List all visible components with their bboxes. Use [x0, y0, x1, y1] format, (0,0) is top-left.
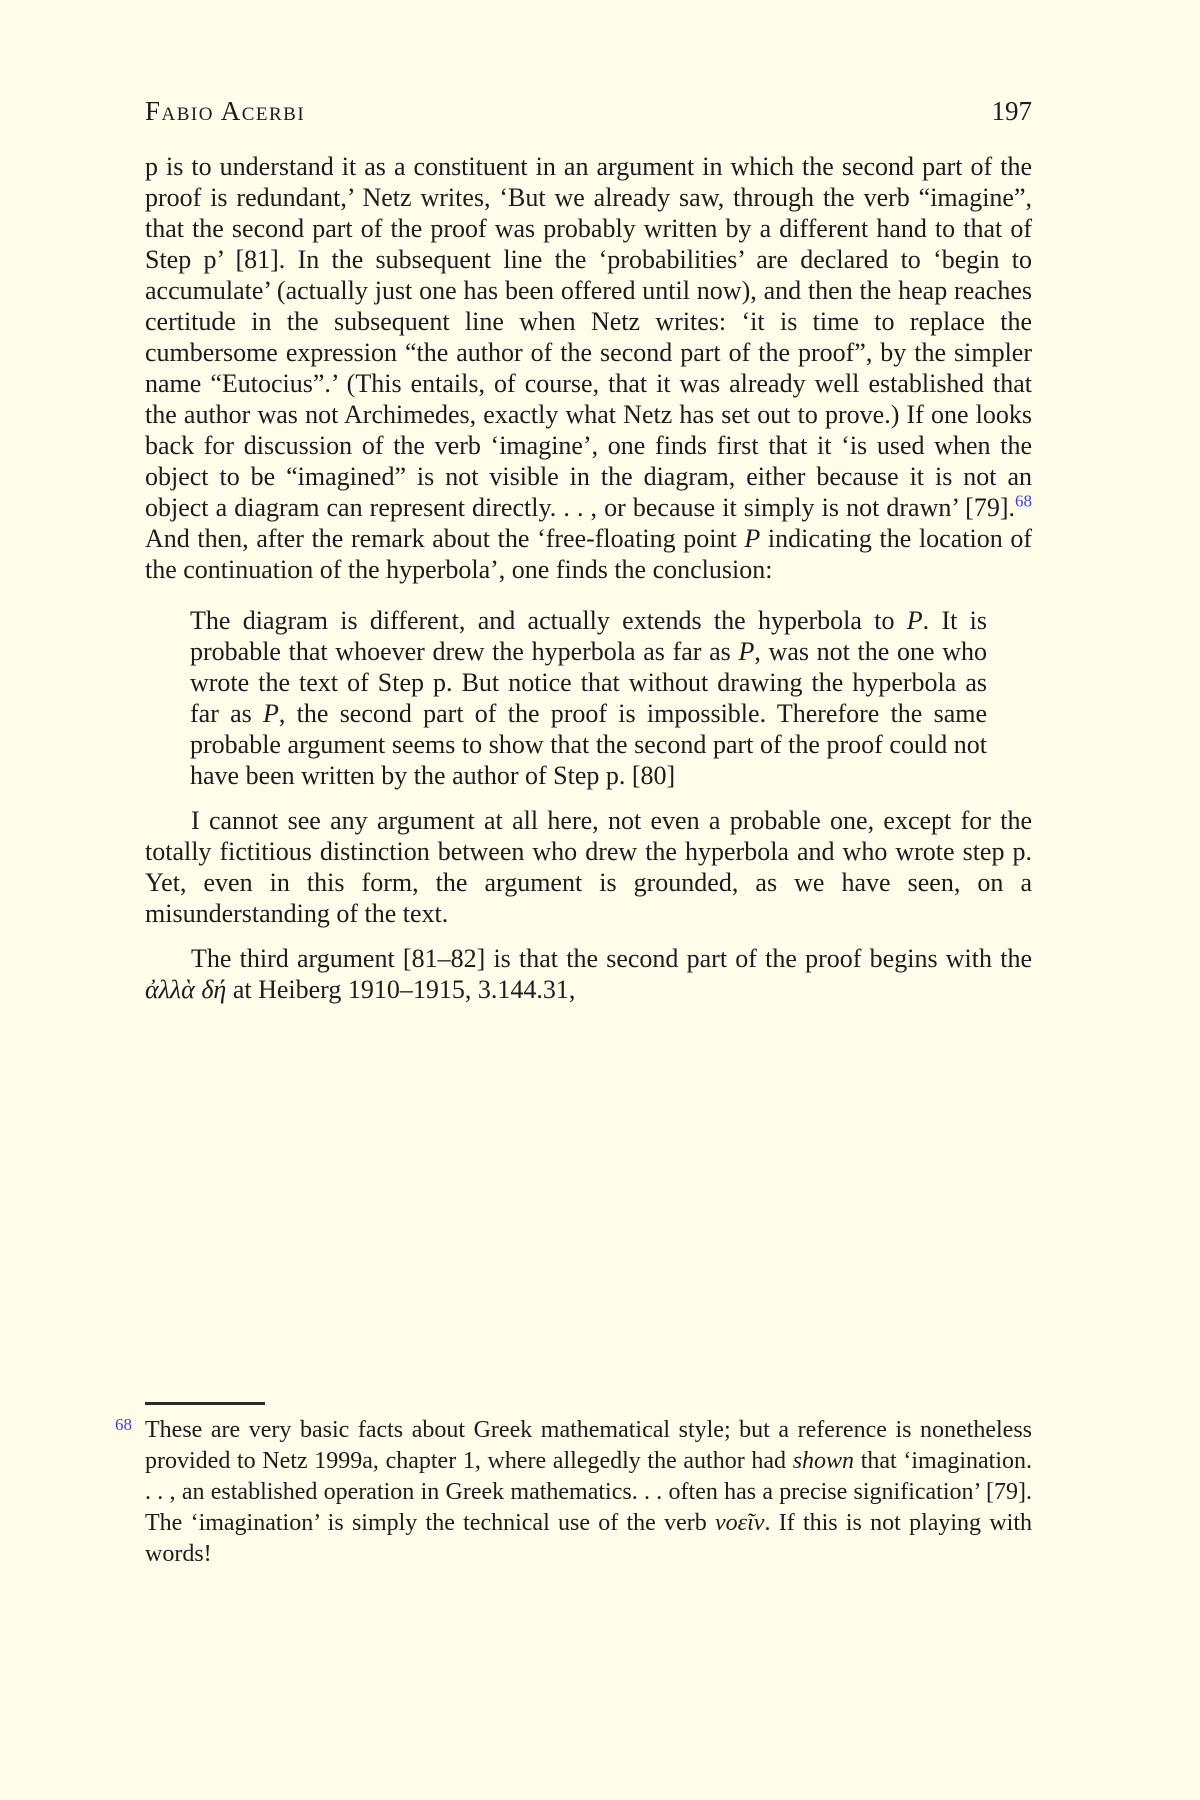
footnote-text-cont: that ‘imagination. . . , an established operation in Greek mathematics. . . often has a precise signification’ [79]. The ‘imagination’ is simply the technical use of the verb: [145, 1448, 1033, 1536]
footnote-text-end: . If this is not playing with words!: [145, 1510, 1032, 1567]
block-quote: [190, 605, 987, 791]
math-variable-p: P: [906, 606, 923, 635]
paragraph-1-text: p is to understand it as a constituent in an argument in which the second part of the proof is redundant,’ Netz writes, ‘But we already saw, through the verb “imagine”, that the second part of the proof was probably written by a different hand to that of Step p’ [81]. In the subsequent line the ‘probabilities’ are declared to ‘begin to accumulate’ (actually just one has been offered until now), and then the heap reaches certitude in the subsequent line when Netz writes: ‘it is time to replace the cumbersome expression “the author of the second part of the proof”, by the simpler name “Eutocius”.’ (This entails, of course, that it was already well established that the author was not Archimedes, exactly what Netz has set out to prove.) If one looks back for discussion of the verb ‘imagine’, one finds first that it ‘is used when the object to be “imagined” is not visible in the diagram, either because it is not an object a diagram can represent directly. . . , or because it simply is not drawn’ [79].: [145, 152, 1032, 522]
greek-phrase: ἀλλὰ δή: [145, 975, 227, 1004]
footnote-text: These are very basic facts about Greek mathematical style; but a reference is nonetheless provided to Netz 1999a, chapter 1, where allegedly the author had: [145, 1417, 1032, 1474]
page-number: 197: [991, 96, 1032, 126]
paragraph-1-text-end: indicating the location of the continuation of the hyperbola’, one finds the conclusion:: [145, 524, 1032, 584]
quote-text: , the second part of the proof is impossible. Therefore the same probable argument seems to show that the second part of the proof could not have been written by the author of Step p. [80]: [190, 699, 988, 790]
quote-text: . It is probable that whoever drew the hyperbola as far as: [190, 606, 987, 666]
footnote-area: [115, 1402, 1033, 1570]
greek-verb: νοεῖν: [715, 1510, 765, 1536]
paragraph-3-text: The third argument [81–82] is that the second part of the proof begins with the: [191, 944, 1032, 973]
paragraph-3: [145, 943, 1032, 1005]
quote-text: , was not the one who wrote the text of Step p. But notice that without drawing the hyperbola as far as: [190, 637, 987, 728]
running-head: [145, 96, 1032, 127]
paragraph-1: [145, 151, 1032, 585]
footnote-number: 68: [115, 1415, 132, 1434]
math-variable-p: P: [744, 524, 761, 553]
footnote-reference-68: 68: [1015, 491, 1032, 511]
quote-text: The diagram is different, and actually extends the hyperbola to: [190, 606, 907, 635]
footnote-68: [115, 1415, 1033, 1570]
footnote-emphasis: shown: [792, 1448, 855, 1474]
author-name: Fabio Acerbi: [145, 96, 306, 126]
paragraph-3-text-end: at Heiberg 1910–1915, 3.144.31,: [226, 975, 576, 1004]
math-variable-p: P: [263, 699, 279, 728]
math-variable-p: P: [738, 637, 755, 666]
footnote-rule: [145, 1402, 265, 1405]
paragraph-2: I cannot see any argument at all here, not even a probable one, except for the totally fictitious distinction between who drew the hyperbola and who wrote step p. Yet, even in this form, the argument is grounded, as we have seen, on a misunderstanding of the text.: [145, 806, 1032, 928]
main-text: [145, 151, 1032, 1005]
paragraph-1-text-cont: And then, after the remark about the ‘free-floating point: [145, 524, 745, 553]
